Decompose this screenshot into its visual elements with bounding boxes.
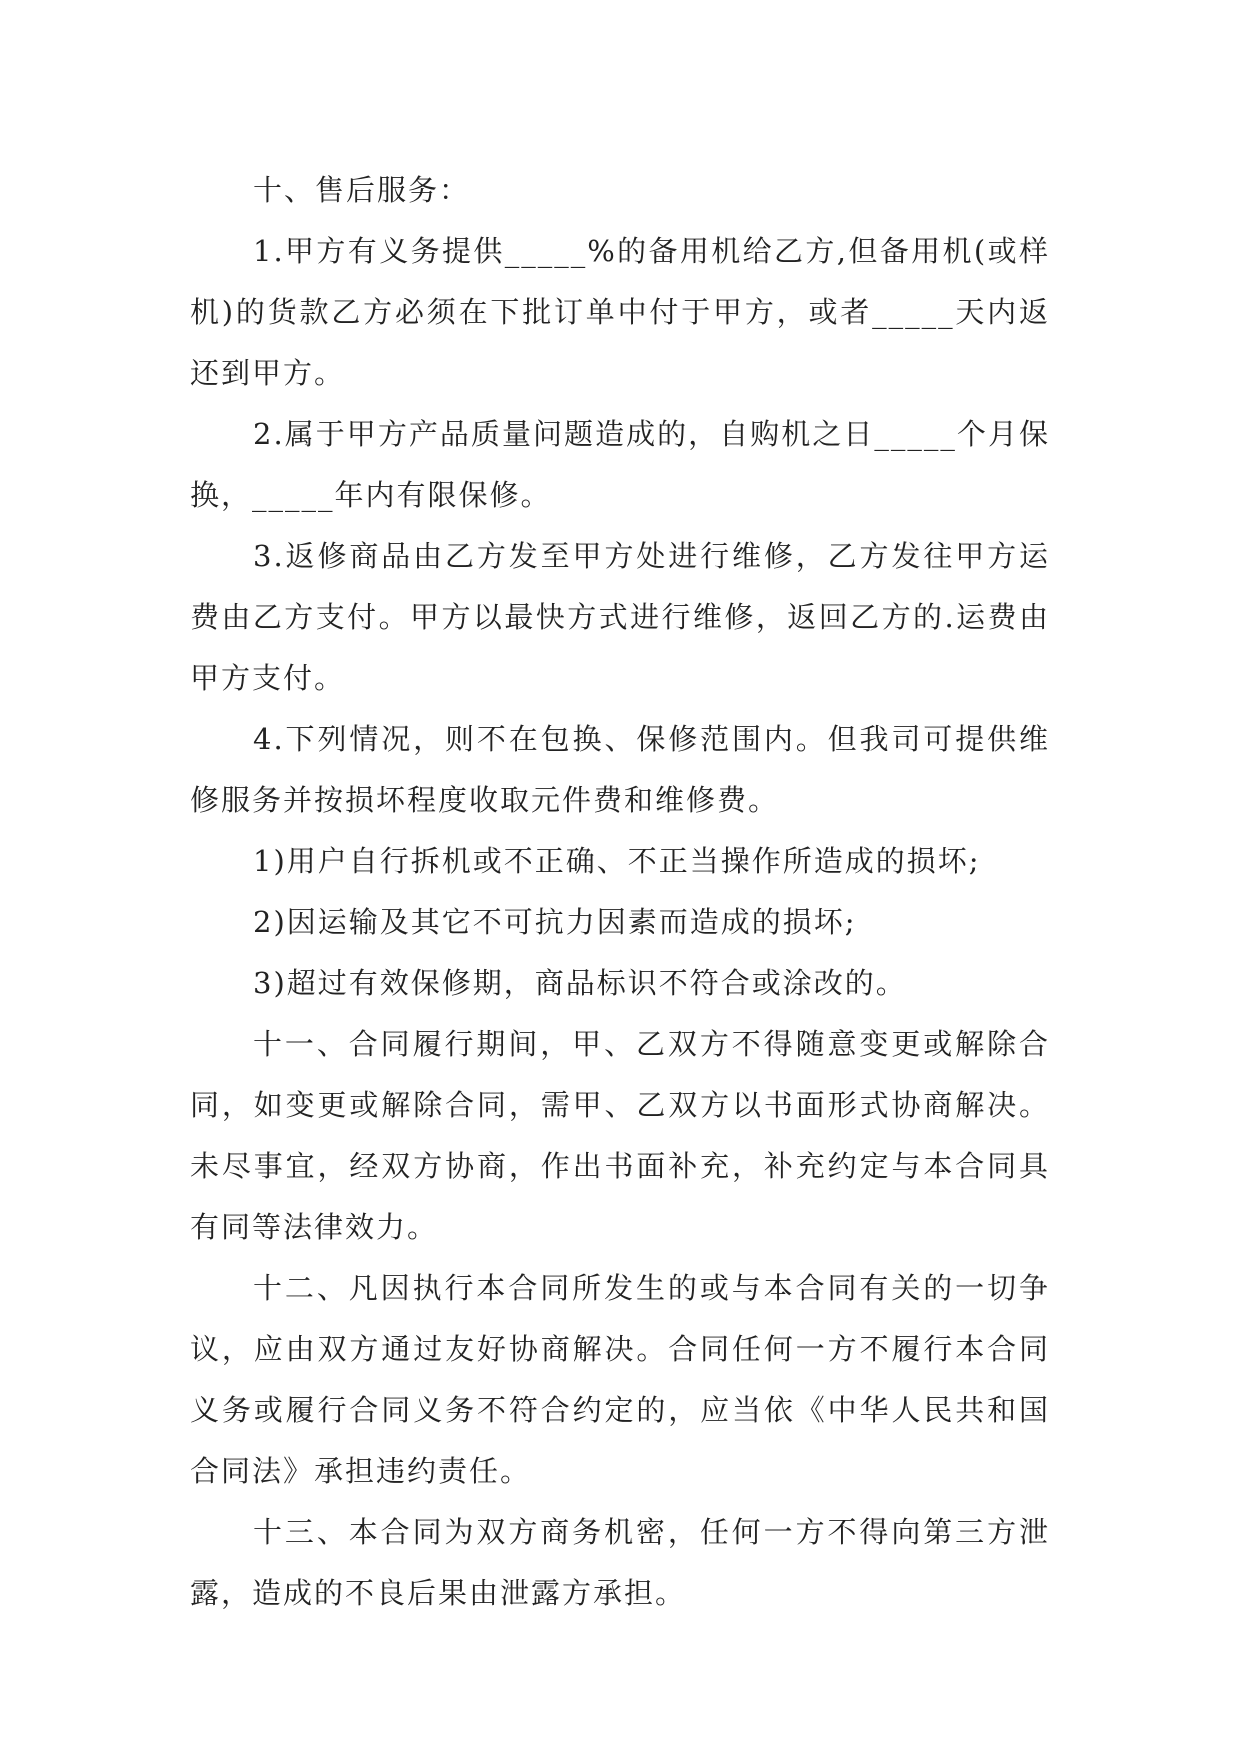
section-13-confidentiality: 十三、本合同为双方商务机密，任何一方不得向第三方泄露，造成的不良后果由泄露方承担。 xyxy=(190,1515,1050,1610)
section-12-dispute-resolution: 十二、凡因执行本合同所发生的或与本合同有关的一切争议，应由双方通过友好协商解决。合同任何一方不履行本合同义务或履行合同义务不符合约定的，应当依《中华人民共和国合同法》承担违约责任。 xyxy=(190,1271,1050,1488)
document-body xyxy=(190,160,1050,1624)
clause-4-exclusions: 4.下列情况，则不在包换、保修范围内。但我司可提供维修服务并按损坏程度收取元件费和维修费。 xyxy=(190,722,1050,817)
exclusion-item-3: 3)超过有效保修期，商品标识不符合或涂改的。 xyxy=(253,966,907,1000)
section-heading-after-sales: 十、售后服务： xyxy=(253,173,471,207)
clause-1-spare-units: 1.甲方有义务提供_____%的备用机给乙方,但备用机(或样机)的货款乙方必须在下批订单中付于甲方，或者_____天内返还到甲方。 xyxy=(190,234,1050,390)
exclusion-item-1: 1)用户自行拆机或不正确、不正当操作所造成的损坏; xyxy=(253,844,981,878)
section-11-contract-changes: 十一、合同履行期间，甲、乙双方不得随意变更或解除合同，如变更或解除合同，需甲、乙双方以书面形式协商解决。未尽事宜，经双方协商，作出书面补充，补充约定与本合同具有同等法律效力。 xyxy=(190,1027,1050,1244)
exclusion-item-2: 2)因运输及其它不可抗力因素而造成的损坏; xyxy=(253,905,857,939)
clause-3-repair-shipping: 3.返修商品由乙方发至甲方处进行维修，乙方发往甲方运费由乙方支付。甲方以最快方式进行维修，返回乙方的.运费由甲方支付。 xyxy=(190,539,1050,695)
clause-2-warranty-period: 2.属于甲方产品质量问题造成的，自购机之日_____个月保换，_____年内有限保修。 xyxy=(190,417,1050,512)
